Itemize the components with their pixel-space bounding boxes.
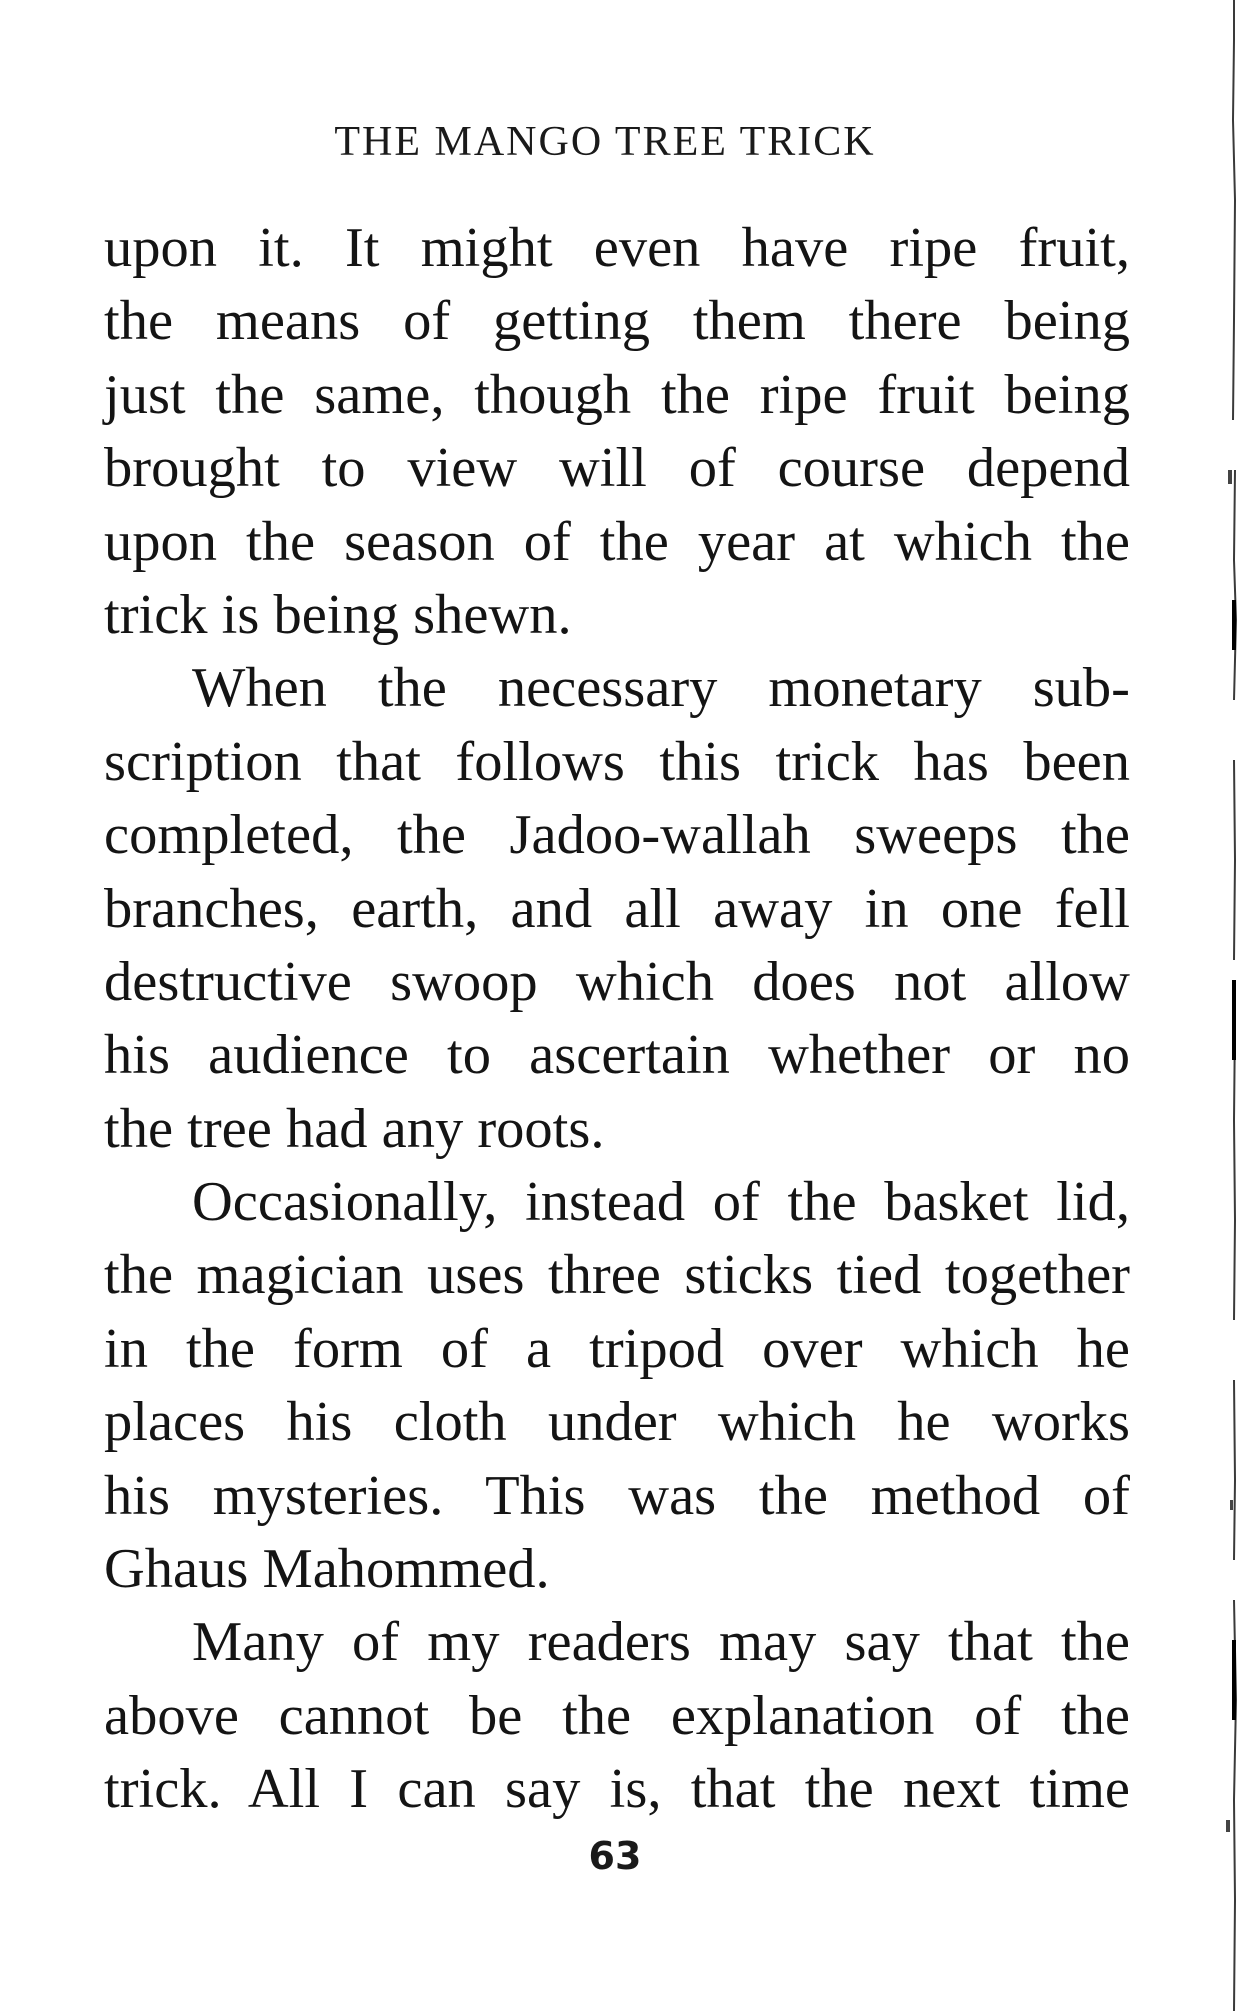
binding-edge	[1210, 0, 1250, 2011]
text-line: completed, the Jadoo-wallah sweeps the	[104, 804, 1130, 867]
text-line: Many of my readers may say that the	[192, 1611, 1130, 1674]
text-line: the means of getting them there being	[104, 290, 1130, 353]
text-line: the magician uses three sticks tied together	[104, 1244, 1130, 1307]
text-line: above cannot be the explanation of the	[104, 1684, 1130, 1747]
body-text	[104, 212, 1130, 1827]
text-line: When the necessary monetary sub-	[192, 657, 1130, 720]
page-number: 63	[588, 1834, 642, 1878]
text-line: destructive swoop which does not allow	[104, 950, 1130, 1013]
paragraph-2	[104, 652, 1130, 1166]
text-line: the tree had any roots.	[104, 1097, 605, 1160]
paragraph-3	[104, 1166, 1130, 1606]
paragraph-4	[104, 1606, 1130, 1826]
text-line: in the form of a tripod over which he	[104, 1317, 1130, 1380]
running-head: THE MANGO TREE TRICK	[334, 119, 876, 165]
text-line: places his cloth under which he works	[104, 1391, 1130, 1454]
text-line: scription that follows this trick has been	[104, 730, 1130, 793]
text-line: Ghaus Mahommed.	[104, 1538, 550, 1601]
text-line: upon it. It might even have ripe fruit,	[104, 217, 1130, 279]
text-line: Occasionally, instead of the basket lid,	[192, 1171, 1130, 1234]
text-line: his mysteries. This was the method of	[104, 1464, 1130, 1527]
text-line: branches, earth, and all away in one fell	[104, 877, 1130, 940]
text-line: upon the season of the year at which the	[104, 510, 1130, 573]
text-line: trick. All I can say is, that the next time	[104, 1758, 1130, 1821]
text-line: just the same, though the ripe fruit being	[104, 363, 1130, 426]
text-line: his audience to ascertain whether or no	[104, 1024, 1130, 1087]
text-line: brought to view will of course depend	[104, 437, 1130, 500]
paragraph-1	[104, 212, 1130, 652]
text-line: trick is being shewn.	[104, 583, 572, 646]
